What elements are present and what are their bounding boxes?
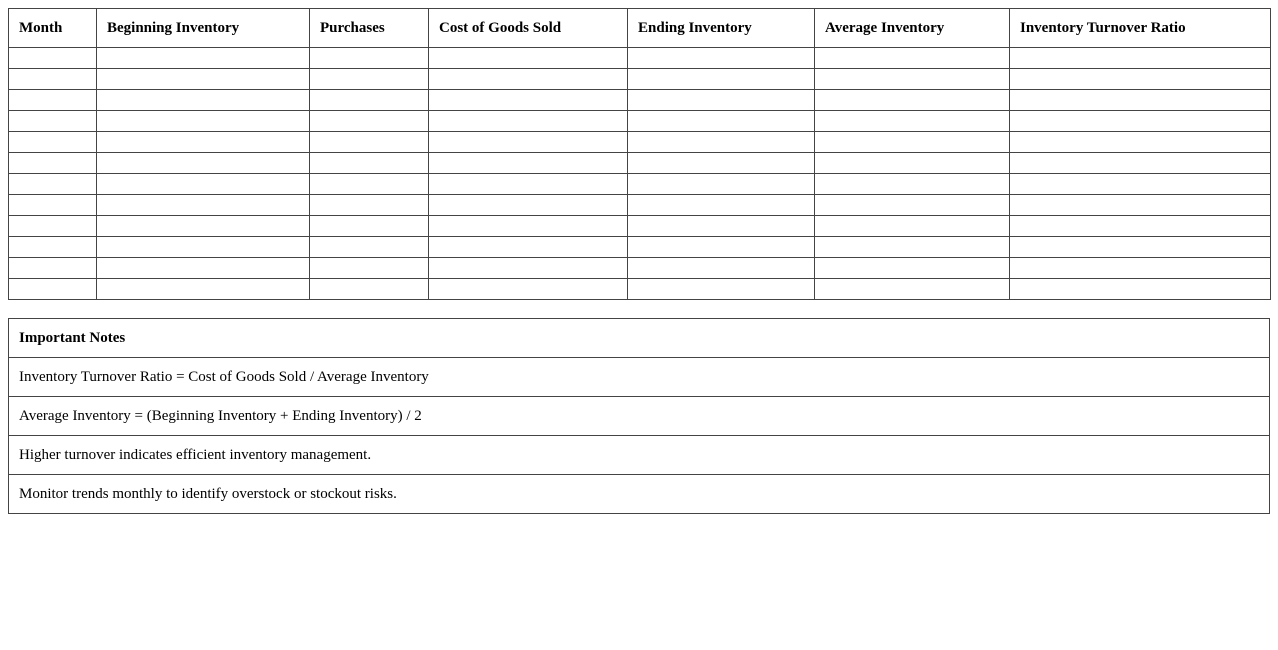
cell-beginning-inventory[interactable] [97, 258, 310, 279]
cell-average-inventory[interactable] [815, 237, 1010, 258]
cell-month[interactable] [9, 174, 97, 195]
table-row [9, 69, 1271, 90]
cell-ending-inventory[interactable] [628, 69, 815, 90]
cell-month[interactable] [9, 90, 97, 111]
cell-purchases[interactable] [310, 279, 429, 300]
cell-beginning-inventory[interactable] [97, 237, 310, 258]
cell-average-inventory[interactable] [815, 174, 1010, 195]
cell-cost-of-goods-sold[interactable] [429, 153, 628, 174]
cell-ending-inventory[interactable] [628, 132, 815, 153]
header-purchases: Purchases [310, 9, 429, 48]
cell-purchases[interactable] [310, 132, 429, 153]
cell-average-inventory[interactable] [815, 90, 1010, 111]
cell-average-inventory[interactable] [815, 153, 1010, 174]
cell-purchases[interactable] [310, 111, 429, 132]
cell-ending-inventory[interactable] [628, 48, 815, 69]
cell-inventory-turnover-ratio[interactable] [1010, 90, 1271, 111]
cell-purchases[interactable] [310, 90, 429, 111]
cell-month[interactable] [9, 216, 97, 237]
cell-month[interactable] [9, 48, 97, 69]
cell-purchases[interactable] [310, 258, 429, 279]
cell-cost-of-goods-sold[interactable] [429, 237, 628, 258]
cell-month[interactable] [9, 258, 97, 279]
cell-beginning-inventory[interactable] [97, 279, 310, 300]
cell-average-inventory[interactable] [815, 279, 1010, 300]
cell-ending-inventory[interactable] [628, 279, 815, 300]
header-cost-of-goods-sold: Cost of Goods Sold [429, 9, 628, 48]
cell-beginning-inventory[interactable] [97, 216, 310, 237]
notes-title-row [9, 319, 1270, 358]
cell-beginning-inventory[interactable] [97, 90, 310, 111]
cell-average-inventory[interactable] [815, 111, 1010, 132]
cell-inventory-turnover-ratio[interactable] [1010, 132, 1271, 153]
cell-ending-inventory[interactable] [628, 258, 815, 279]
cell-cost-of-goods-sold[interactable] [429, 195, 628, 216]
cell-purchases[interactable] [310, 195, 429, 216]
cell-inventory-turnover-ratio[interactable] [1010, 153, 1271, 174]
header-month: Month [9, 9, 97, 48]
cell-ending-inventory[interactable] [628, 195, 815, 216]
cell-cost-of-goods-sold[interactable] [429, 48, 628, 69]
header-beginning-inventory: Beginning Inventory [97, 9, 310, 48]
table-header-row [9, 9, 1271, 48]
cell-average-inventory[interactable] [815, 69, 1010, 90]
cell-average-inventory[interactable] [815, 216, 1010, 237]
table-row [9, 153, 1271, 174]
cell-inventory-turnover-ratio[interactable] [1010, 111, 1271, 132]
cell-average-inventory[interactable] [815, 195, 1010, 216]
cell-purchases[interactable] [310, 237, 429, 258]
table-row [9, 48, 1271, 69]
cell-beginning-inventory[interactable] [97, 111, 310, 132]
cell-month[interactable] [9, 69, 97, 90]
cell-purchases[interactable] [310, 48, 429, 69]
cell-beginning-inventory[interactable] [97, 69, 310, 90]
cell-cost-of-goods-sold[interactable] [429, 90, 628, 111]
cell-cost-of-goods-sold[interactable] [429, 111, 628, 132]
notes-title: Important Notes [9, 319, 1270, 358]
cell-cost-of-goods-sold[interactable] [429, 258, 628, 279]
cell-average-inventory[interactable] [815, 258, 1010, 279]
cell-inventory-turnover-ratio[interactable] [1010, 216, 1271, 237]
header-ending-inventory: Ending Inventory [628, 9, 815, 48]
cell-beginning-inventory[interactable] [97, 174, 310, 195]
cell-month[interactable] [9, 111, 97, 132]
note-row [9, 436, 1270, 475]
cell-cost-of-goods-sold[interactable] [429, 132, 628, 153]
note-row [9, 358, 1270, 397]
cell-ending-inventory[interactable] [628, 216, 815, 237]
cell-inventory-turnover-ratio[interactable] [1010, 69, 1271, 90]
cell-month[interactable] [9, 132, 97, 153]
cell-ending-inventory[interactable] [628, 174, 815, 195]
cell-month[interactable] [9, 279, 97, 300]
inventory-table-body [9, 48, 1271, 300]
header-inventory-turnover-ratio: Inventory Turnover Ratio [1010, 9, 1271, 48]
cell-cost-of-goods-sold[interactable] [429, 174, 628, 195]
cell-beginning-inventory[interactable] [97, 195, 310, 216]
table-row [9, 216, 1271, 237]
cell-average-inventory[interactable] [815, 48, 1010, 69]
table-row [9, 111, 1271, 132]
note-turnover-formula: Inventory Turnover Ratio = Cost of Goods Sold / Average Inventory [9, 358, 1270, 397]
cell-cost-of-goods-sold[interactable] [429, 279, 628, 300]
cell-month[interactable] [9, 195, 97, 216]
cell-beginning-inventory[interactable] [97, 132, 310, 153]
cell-ending-inventory[interactable] [628, 111, 815, 132]
cell-purchases[interactable] [310, 216, 429, 237]
note-monitor-trends: Monitor trends monthly to identify overstock or stockout risks. [9, 475, 1270, 514]
table-row [9, 90, 1271, 111]
cell-purchases[interactable] [310, 174, 429, 195]
cell-inventory-turnover-ratio[interactable] [1010, 279, 1271, 300]
cell-ending-inventory[interactable] [628, 90, 815, 111]
cell-average-inventory[interactable] [815, 132, 1010, 153]
cell-beginning-inventory[interactable] [97, 153, 310, 174]
cell-inventory-turnover-ratio[interactable] [1010, 258, 1271, 279]
note-average-inventory-formula: Average Inventory = (Beginning Inventory + Ending Inventory) / 2 [9, 397, 1270, 436]
cell-cost-of-goods-sold[interactable] [429, 69, 628, 90]
cell-month[interactable] [9, 237, 97, 258]
cell-cost-of-goods-sold[interactable] [429, 216, 628, 237]
header-average-inventory: Average Inventory [815, 9, 1010, 48]
cell-beginning-inventory[interactable] [97, 48, 310, 69]
cell-inventory-turnover-ratio[interactable] [1010, 237, 1271, 258]
cell-inventory-turnover-ratio[interactable] [1010, 195, 1271, 216]
cell-month[interactable] [9, 153, 97, 174]
table-row [9, 174, 1271, 195]
table-row [9, 195, 1271, 216]
cell-inventory-turnover-ratio[interactable] [1010, 174, 1271, 195]
note-row [9, 397, 1270, 436]
cell-ending-inventory[interactable] [628, 153, 815, 174]
table-row [9, 237, 1271, 258]
table-row [9, 132, 1271, 153]
notes-table [8, 318, 1270, 514]
table-row [9, 279, 1271, 300]
table-row [9, 258, 1271, 279]
cell-purchases[interactable] [310, 153, 429, 174]
note-row [9, 475, 1270, 514]
note-higher-turnover: Higher turnover indicates efficient inventory management. [9, 436, 1270, 475]
cell-inventory-turnover-ratio[interactable] [1010, 48, 1271, 69]
cell-purchases[interactable] [310, 69, 429, 90]
inventory-table [8, 8, 1271, 300]
cell-ending-inventory[interactable] [628, 237, 815, 258]
